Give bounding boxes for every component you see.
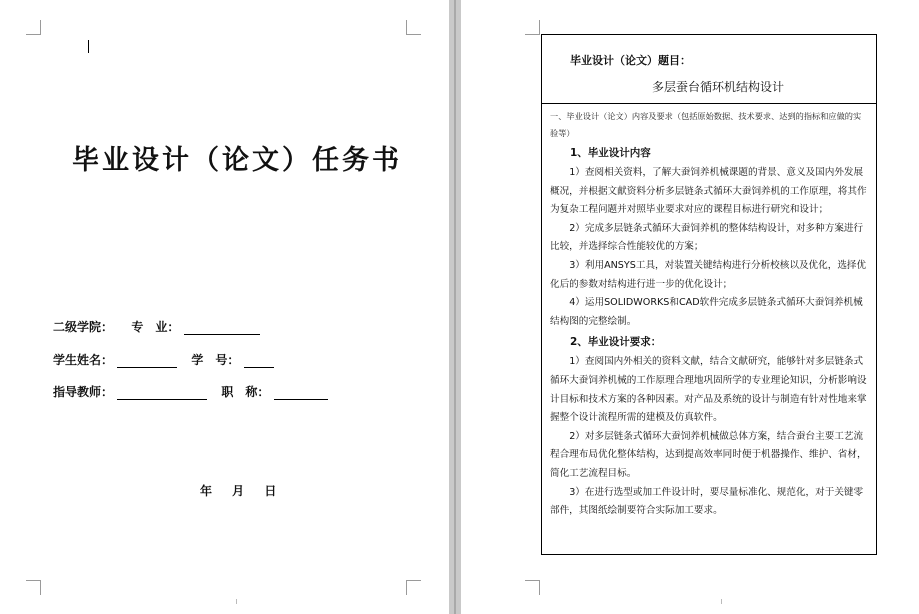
page-title: 毕业设计（论文）任务书 — [72, 145, 402, 176]
content-cell — [542, 104, 876, 521]
section1-item: 2）完成多层链条式循环大蚕饲养机的整体结构设计，对多种方案进行比较，并选择综合性能较优的方案； — [550, 222, 864, 253]
crop-mark — [525, 20, 540, 35]
section1-heading: 1、毕业设计内容 — [570, 147, 651, 159]
document-page-2[interactable] — [461, 0, 919, 614]
student-name-blank[interactable] — [117, 355, 177, 368]
page-gutter — [449, 0, 461, 614]
section2-item: 2）对多层链条式循环大蚕饲养机械做总体方案，结合蚕台主要工艺流程合理布局优化整体结构，达到提高效率同时便于机器操作、维护、省材，简化工艺流程目标。 — [550, 430, 867, 479]
advisor-row — [53, 383, 338, 400]
college-label: 二级学院： — [53, 320, 114, 334]
page-marker — [236, 599, 237, 604]
text-cursor — [88, 40, 89, 53]
section2-item: 1）查阅国内外相关的资料文献，结合文献研究，能够针对多层链条式循环大蚕饲养机械的工作原理合理地巩固所学的专业理论知识，分析影响设计目标和技术方案的各种因素。对产品及系统的设计与制造有针对性地来掌握整个设计流程所需的建模及仿真软件。 — [550, 356, 867, 424]
title-rank-blank[interactable] — [274, 387, 328, 400]
crop-mark — [26, 580, 41, 595]
section2-item: 3）在进行选型或加工件设计时，要尽量标准化、规范化，对于关键零部件，其图纸绘制要符合实际加工要求。 — [550, 486, 864, 517]
section1-item: 4）运用SOLIDWORKS和CAD软件完成多层链条式循环大蚕饲养机械结构图的完整绘制。 — [550, 297, 863, 327]
major-blank[interactable] — [184, 322, 260, 335]
section-intro: 一、毕业设计（论文）内容及要求（包括原始数据、技术要求、达到的指标和应做的实验等） — [550, 111, 862, 138]
crop-mark — [26, 20, 41, 35]
crop-mark — [525, 580, 540, 595]
page-marker — [721, 599, 722, 604]
student-name-label: 学生姓名： — [53, 353, 114, 367]
title-rank-label: 职 称： — [221, 385, 270, 399]
document-page-1[interactable] — [0, 0, 449, 614]
section1-item: 3）利用ANSYS工具，对装置关键结构进行分析校核以及优化，选择优化后的参数对结构进行进一步的优化设计； — [550, 259, 867, 290]
college-major-row — [53, 318, 270, 335]
section2-heading: 2、毕业设计要求： — [570, 336, 662, 349]
advisor-label: 指导教师： — [53, 385, 114, 399]
crop-mark — [406, 20, 421, 35]
task-table — [541, 34, 877, 555]
student-row — [53, 351, 284, 368]
advisor-blank[interactable] — [117, 387, 207, 400]
student-id-label: 学 号： — [191, 353, 240, 367]
topic-label: 毕业设计（论文）题目： — [570, 54, 691, 67]
topic-text: 多层蚕台循环机结构设计 — [652, 80, 785, 94]
student-id-blank[interactable] — [244, 355, 274, 368]
section1-item: 1）查阅相关资料，了解大蚕饲养机械课题的背景、意义及国内外发展概况，并根据文献资料分析多层链条式循环大蚕饲养机的工作原理，将其作为复杂工程问题并对照毕业要求对应的课程目标进行研究和设计； — [550, 167, 867, 216]
topic-cell — [542, 35, 876, 104]
date-line: 年 月 日 — [200, 484, 285, 498]
major-label: 专 业： — [131, 320, 180, 334]
crop-mark — [406, 580, 421, 595]
